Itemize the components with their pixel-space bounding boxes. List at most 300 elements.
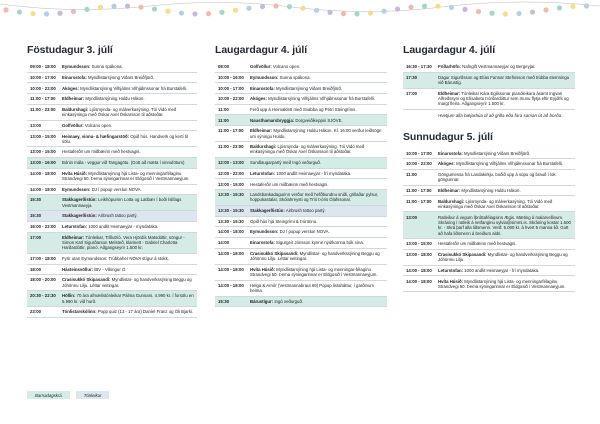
- event-text: Myndlistarsýning hjá Lista- og menningarfélaginu Strandvegi 50. Þema sýningarinnar er Eldgosið í Vestmannaeyjum.: [62, 170, 190, 182]
- schedule-row: [27, 275, 197, 291]
- event-description: [250, 128, 384, 139]
- schedule-row: [27, 158, 197, 169]
- schedule-row: [403, 266, 575, 277]
- schedule-row: [215, 190, 387, 206]
- legend: [27, 391, 109, 399]
- event-description: [438, 64, 572, 69]
- bunting-flag: [125, 4, 130, 9]
- schedule-row: [27, 83, 197, 94]
- bunting-flag: [98, 5, 103, 10]
- event-text: Myndlistarsýning Viðars Breiðfjörð.: [86, 74, 155, 80]
- event-text: Landsbankadagurinn verður með hefðbundnu sniði, grillaðar pylsur, hoppukastalar, Skólahreysti og Tríó Þóris Ólafssonar.: [250, 192, 379, 203]
- legend-item-children: Barnadagskrá: [27, 391, 70, 399]
- bunting-flag: [368, 10, 373, 15]
- event-time: 13:30 - 15:30: [218, 208, 244, 214]
- event-text: Myndlistar- og handverkssýning Beggu og Jóhönnu Lilju.: [438, 251, 568, 263]
- bunting-flag: [381, 9, 386, 14]
- event-place: Eldheimar:: [62, 234, 85, 240]
- day-heading: Laugardagur 4. júlí: [403, 44, 496, 56]
- event-place: Eymundsson:: [250, 74, 279, 80]
- event-description: [438, 91, 572, 107]
- bunting-flag: [395, 6, 400, 11]
- bunting-flag: [111, 4, 116, 9]
- event-text: Fyrir utan Eymundsson: Trúbbaher NOVA stígur á stokk.: [62, 256, 169, 262]
- event-place: Hvíta Húsið:: [438, 278, 464, 284]
- schedule-row: [215, 297, 387, 308]
- day-heading: Laugardagur 4. júlí: [215, 44, 308, 56]
- event-time: 11:00: [218, 117, 229, 123]
- event-text: Volcano open.: [83, 122, 113, 128]
- schedule-row: [27, 94, 197, 105]
- schedule-row: [215, 238, 387, 249]
- event-time: 14:00 - 18:00: [218, 282, 244, 288]
- schedule-row: [403, 170, 575, 186]
- schedule-row: [215, 73, 387, 84]
- event-text: Myndlistarsýning Huldu Hákon.: [84, 96, 145, 102]
- schedule-row: [27, 185, 197, 196]
- event-text: Tónleikar Kára Egilssonar píanóleikara ásamt Ingvari Alfreðssyni og Elísabetu Þórðardóttur sem munu flytja eftir Eyjólfs og margt fleira. Aðgangseyrir 1.500 kr.: [438, 90, 569, 107]
- event-description: [62, 160, 194, 165]
- event-place: Eldheimar:: [62, 96, 85, 102]
- event-place: Bárustígur:: [250, 298, 274, 304]
- event-text: Sigurgeir Jónsson kynnir nýútkomna bók sína.: [274, 240, 364, 246]
- event-description: [62, 309, 194, 314]
- event-place: Nausthamarsbryggja:: [250, 117, 295, 123]
- event-time: 11:00: [406, 172, 417, 178]
- event-place: Einarsstofa:: [250, 85, 275, 91]
- event-place: Einarsstofa:: [250, 240, 275, 246]
- event-description: [250, 192, 384, 203]
- event-time: 18:00: [30, 266, 41, 272]
- event-time: 15:30: [30, 197, 41, 203]
- bunting-flag: [462, 7, 467, 12]
- event-place: Einarsstofa:: [62, 74, 87, 80]
- event-text: Myndlistarsýning Huldu Hákon. Kl. 16:00 verður leiðsögn um sýningu Huldu.: [250, 128, 382, 139]
- event-description: [250, 182, 384, 187]
- event-time: 14:00: [218, 240, 229, 246]
- schedule-row: [215, 115, 387, 126]
- event-text: Helga & Arnór (Vestmannabraut 69) Popup listaháttur, í garðinum heima.: [250, 282, 374, 294]
- event-description: [438, 151, 572, 156]
- event-text: Göngumessa frá Landakirkju, boðið upp á súpu og brauð í lok göngunnar.: [438, 172, 556, 183]
- event-place: Einarsstofa:: [438, 150, 463, 156]
- event-place: Golfvöllur:: [250, 64, 272, 70]
- event-text: Ljósmynda- og málverkasýning. Tói Vidó með einkasýningu með Óskar Axel Óskarsson til aðstoðar.: [62, 106, 177, 118]
- event-description: [438, 161, 572, 166]
- event-time: 11:00 - 17:00: [406, 198, 432, 204]
- bunting-flag: [152, 6, 157, 11]
- event-description: [250, 299, 384, 304]
- schedule-row: [215, 142, 387, 158]
- bunting-flag: [530, 9, 535, 14]
- event-description: [250, 160, 384, 165]
- bunting-flag: [233, 8, 238, 13]
- event-text: Airbrush tattoo partý.: [284, 208, 326, 214]
- schedule-row: [215, 217, 387, 228]
- event-text: Myndlistar- og handverkssýning Beggu og Jóhönnu Lilju. Léttar veitingar.: [62, 277, 192, 288]
- schedule-row: [403, 250, 575, 266]
- event-description: [62, 96, 194, 101]
- schedule-row: [403, 196, 575, 212]
- event-text: Sunna spákona.: [90, 64, 123, 70]
- bunting-flag: [179, 10, 184, 15]
- event-time: 13:00: [406, 214, 417, 220]
- event-description: [62, 224, 194, 229]
- schedule-row: [27, 254, 197, 265]
- bunting-flag: [543, 7, 548, 12]
- schedule-row: [403, 159, 575, 170]
- column-friday: [27, 44, 197, 318]
- event-text: Dagur Sigurðsson og Elías Fannar Stefnisson með trúbba stemningu við Bárustíg.: [438, 74, 570, 86]
- event-text: Ingó veðurguð.: [273, 298, 304, 304]
- schedule-row: [215, 158, 387, 169]
- event-text: Airbrush tattoo partý.: [96, 213, 138, 219]
- bunting-flag: [557, 5, 562, 10]
- event-place: Crasisukkó Skipasandi:: [250, 250, 299, 256]
- event-time: 10:00 - 17:00: [406, 150, 432, 156]
- event-text: Myndlistarsýning Viðars Breiðfjörð.: [462, 150, 531, 156]
- event-description: [250, 118, 384, 123]
- event-text: Ljósmynda- og málverkasýning. Tói Vidó með einkasýningu með Óskar Axel Óskarsson til aðstoðar.: [438, 198, 553, 209]
- event-description: [250, 219, 384, 224]
- event-place: Crasisukkó Skipasandi:: [438, 251, 487, 257]
- schedule-row: [27, 291, 197, 307]
- event-time: 17:30: [406, 74, 417, 80]
- event-text: ÍBV - Víkingur Ó: [93, 266, 126, 272]
- event-time: 16:30 - 17:30: [406, 64, 432, 70]
- bunting-decoration: [0, 0, 600, 34]
- bunting-flag: [192, 11, 197, 16]
- event-description: [62, 86, 194, 91]
- event-time: 14:00 - 18:00: [30, 186, 56, 192]
- event-time: 23:00: [30, 309, 41, 315]
- event-place: Eldheimar:: [438, 90, 461, 96]
- event-place: Eldheimar:: [250, 128, 273, 134]
- bunting-flag: [138, 5, 143, 10]
- event-description: [250, 240, 384, 245]
- schedule-row: [215, 83, 387, 94]
- event-description: [62, 187, 194, 192]
- event-text: 1000 andlit Heimaeyjar - frí myndataka.: [463, 267, 540, 273]
- event-place: Höllin:: [62, 293, 76, 299]
- event-text: Tónleikar, Tríllutríó. Vera Hjördís Matsdóttir, söngur - Simon Karl Sigurðarson Melsteð, klarinett - Gabriel Charlotta Harðardóttir, píanó. Aðgangseyrir 1.500 kr.: [62, 234, 185, 251]
- event-text: 1000 andlit Heimaeyjar - frí myndataka.: [275, 170, 352, 176]
- event-text: Leikhópurinn Lotta og Latibær í boði Íslifags Vestmannaeyja.: [62, 197, 182, 208]
- day-heading: Föstudagur 3. júlí: [27, 44, 113, 56]
- event-time: 13:30 - 15:30: [218, 218, 244, 224]
- event-text: Hestaferðir um miðbæinn með hestvagni.: [438, 241, 517, 247]
- event-text: Bónin mála - veggur við Tangagötu. (Gott að mæta í vinnufötum): [62, 160, 185, 166]
- schedule-row: [403, 89, 575, 110]
- event-time: 12:00 - 22:00: [218, 170, 244, 176]
- event-time: 15:30: [218, 298, 229, 304]
- event-description: [438, 252, 572, 263]
- event-place: Leturstofan:: [62, 224, 88, 230]
- event-time: 14:00 - 18:00: [406, 278, 432, 284]
- bunting-flag: [570, 4, 575, 9]
- bunting-flag: [300, 6, 305, 11]
- schedule-row: [27, 121, 197, 132]
- event-time: 09:00 - 18:00: [30, 64, 56, 70]
- bunting-flag: [17, 9, 22, 14]
- event-time: 11:00 - 17:00: [406, 188, 432, 193]
- event-text: Volcano open.: [271, 64, 301, 70]
- bunting-flag: [260, 4, 265, 9]
- event-time: 17:00 - 18:00: [30, 256, 56, 262]
- event-place: Hvíta Húsið:: [250, 266, 276, 272]
- note-text: Hvetjum alla bæjarbúa til að grilla eða fara saman út að borða.: [438, 112, 563, 118]
- event-text: Myndlistarsýning hjá Lista- og menningar-félaginu Strandvegi 50. Þema sýningarinnar er Eldgosið í Vestmannaeyjum.: [250, 266, 378, 278]
- bunting-flag: [287, 4, 292, 9]
- event-time: 08:00: [218, 64, 229, 70]
- day-heading: Sunnudagur 5. júlí: [403, 130, 493, 143]
- bunting-flag: [449, 5, 454, 10]
- event-description: [62, 267, 194, 272]
- event-place: Fríðarhöfn:: [438, 64, 461, 70]
- event-description: [250, 208, 384, 213]
- event-description: [62, 293, 194, 304]
- event-description: [250, 283, 384, 294]
- event-time: 20:30 - 22:30: [30, 293, 56, 299]
- bunting-flag: [206, 11, 211, 16]
- event-description: [62, 134, 194, 145]
- event-description: [250, 229, 384, 234]
- event-text: Myndlistar- og handverkssýning Beggu og Jóhönnu Lilju. Léttar veitingar.: [250, 250, 380, 262]
- bunting-flag: [314, 8, 319, 13]
- schedule-row: [403, 149, 575, 160]
- schedule-row: [403, 239, 575, 250]
- event-time: 10:00 - 22:00: [406, 161, 432, 167]
- event-time: 11:00 - 23:00: [30, 106, 56, 112]
- bunting-flag: [3, 7, 8, 12]
- schedule-row: [27, 131, 197, 147]
- event-description: [438, 241, 572, 246]
- schedule-row: [215, 265, 387, 281]
- event-description: [62, 171, 194, 182]
- event-place: Akóges:: [62, 85, 79, 91]
- event-text: Hestaferðir um miðbæinn með hestvagni.: [250, 181, 329, 187]
- event-place: Leturstofan:: [250, 170, 276, 176]
- schedule-row: [215, 281, 387, 297]
- event-description: [438, 199, 572, 210]
- column-saturday-sunday: [403, 44, 575, 292]
- schedule-row: [215, 169, 387, 180]
- schedule-row: [215, 105, 387, 116]
- bunting-flag: [584, 3, 589, 8]
- event-time: 10:00 - 22:00: [218, 96, 244, 102]
- schedule-row: [27, 233, 197, 254]
- schedule-row: [215, 62, 387, 73]
- event-description: [250, 251, 384, 262]
- event-text: Popp quiz (13 - 17 ára) Daníel Franz og Óli Bjarki.: [96, 309, 194, 315]
- event-time: 13:00 - 16:00: [30, 160, 56, 166]
- event-description: [438, 215, 572, 236]
- event-description: [62, 197, 194, 208]
- event-time: 11:00: [218, 106, 229, 112]
- schedule-row: [27, 105, 197, 121]
- bunting-flag: [422, 4, 427, 9]
- event-description: [62, 75, 194, 80]
- bunting-flag: [435, 4, 440, 9]
- event-time: 10:00 - 16:00: [218, 74, 244, 80]
- event-text: Myndlistarsýning Viðars Breiðfjörð.: [274, 85, 343, 91]
- event-description: [62, 64, 194, 69]
- event-place: Baldurshagi:: [438, 198, 465, 204]
- event-text: Sundlaugarpartý með Ingó veðurguð.: [250, 160, 321, 166]
- legend-item-concerts: Tónleikar: [76, 391, 110, 399]
- event-text: Dorgveiðikeppni SJÓVE.: [294, 117, 343, 123]
- event-place: Akóges:: [438, 161, 455, 167]
- schedule-row: [215, 227, 387, 238]
- event-description: [250, 86, 384, 91]
- event-description: [250, 267, 384, 278]
- event-time: 11:00 - 17:00: [30, 96, 56, 102]
- event-time: 14:00 - 18:00: [218, 229, 244, 235]
- event-description: [62, 256, 194, 261]
- event-time: 13:00 - 15:00: [30, 149, 56, 155]
- event-time: 13:00: [30, 122, 41, 128]
- event-description: [250, 75, 384, 80]
- event-place: Stakkagerðistún:: [250, 208, 285, 214]
- schedule-row: [27, 147, 197, 158]
- bunting-flag: [408, 5, 413, 10]
- event-text: Opið hús. Handverk og kertí til sölu.: [62, 133, 189, 144]
- event-time: 14:00 - 18:00: [406, 267, 432, 273]
- event-text: 70 ára afmælistónleikar Pálma Gunnars. 4.990 kr. í forsölu en 5.990 kr. við hurð.: [62, 293, 194, 304]
- schedule-row: [27, 211, 197, 222]
- schedule-row: [403, 212, 575, 239]
- event-place: Crasisukkó Skipasandi:: [62, 277, 111, 283]
- event-description: [62, 123, 194, 128]
- event-text: Myndlistarsýning Vilhjálms Vilhjálmssonar frá Burstafelli.: [454, 161, 563, 167]
- event-place: Golfvöllur:: [62, 122, 84, 128]
- event-description: [438, 188, 572, 193]
- event-text: 1000 andlit Heimaeyjar - myndataka.: [87, 224, 159, 230]
- event-time: 10:00 - 17:00: [30, 74, 56, 80]
- event-description: [250, 144, 384, 155]
- schedule-row: [27, 265, 197, 276]
- event-description: [438, 172, 572, 183]
- event-place: Eldheimar:: [438, 188, 461, 193]
- schedule-row: [403, 276, 575, 292]
- bunting-flag: [71, 9, 76, 14]
- event-description: [438, 75, 572, 86]
- event-description: [62, 149, 194, 154]
- bunting-flag: [503, 11, 508, 16]
- event-time: 17:00: [30, 234, 41, 240]
- schedule-row: [403, 186, 575, 197]
- schedule-row: [215, 126, 387, 142]
- event-time: 14:00 - 18:00: [30, 170, 56, 176]
- event-text: Myndlistarsýning Vilhjálms Vilhjálmssonar frá Burstafelli.: [78, 85, 187, 91]
- event-description: [250, 96, 384, 101]
- event-text: Hestaferðir um miðbæinn með hestvagni.: [62, 149, 141, 155]
- bunting-flag: [30, 11, 35, 16]
- event-place: Stakkagerðistún:: [62, 197, 97, 203]
- event-place: Leturstofan:: [438, 267, 464, 273]
- event-text: Ferð upp á Heimaklett með Svabba og Pétri Steingríms.: [250, 106, 357, 112]
- bunting-flag: [476, 9, 481, 14]
- bunting-flag: [57, 11, 62, 16]
- event-time: 17:00: [406, 90, 417, 96]
- event-time: 11:00 - 23:00: [218, 144, 244, 150]
- event-place: Akóges:: [250, 96, 267, 102]
- event-text: DJ / popup verslun NOVA.: [90, 186, 142, 192]
- event-time: 18:00 - 20:00: [30, 277, 56, 283]
- event-text: Sunna spákona.: [278, 74, 311, 80]
- event-place: Baldurshagi:: [250, 144, 277, 150]
- bunting-flag: [273, 3, 278, 8]
- event-description: [250, 64, 384, 69]
- bunting-flag: [246, 6, 251, 11]
- bunting-string: [0, 2, 600, 12]
- event-place: Hásteinsvöllur:: [62, 266, 94, 272]
- event-time: 11:00 - 17:00: [218, 128, 244, 134]
- event-time: 10:00 - 17:00: [218, 85, 244, 91]
- event-text: Ljósmynda- og málverkasýning. Tói Vidó með einkasýningu með Óskar Axel Óskarsson til aðstoðar.: [250, 144, 365, 155]
- schedule-row: [215, 249, 387, 265]
- event-text: Myndlistarsýning hjá Lista- og menningarfélaginu Strandvegi 50. Þema sýningarinnar er Eldgosið í Vestmannaeyjum.: [438, 278, 566, 289]
- schedule-row: [27, 169, 197, 185]
- event-place: Eymundsson:: [62, 186, 91, 192]
- event-time: 13:00 - 15:00: [218, 181, 244, 187]
- event-time: 14:00 - 18:00: [218, 266, 244, 272]
- event-place: Baldurshagi:: [62, 106, 89, 112]
- event-time: 14:00 - 18:00: [218, 250, 244, 256]
- event-text: Nafngift Vestmannaeyjar og Bergeyjar.: [460, 64, 536, 70]
- event-description: [62, 277, 194, 288]
- column-saturday: [215, 44, 387, 307]
- schedule-row: [403, 73, 575, 89]
- event-place: Heimaey, vinnu- & hæfingarstöð:: [62, 133, 130, 139]
- bunting-flag: [84, 7, 89, 12]
- bunting-flag: [44, 11, 49, 16]
- event-text: DJ / popup verslun NOVA.: [278, 229, 330, 235]
- event-place: Stakkagerðistún:: [62, 213, 97, 219]
- event-text: Myndlistarsýning Vilhjálms Vilhjálmssonar frá Burstafelli.: [266, 96, 375, 102]
- event-description: [62, 213, 194, 218]
- event-time: 13:00 - 15:00: [406, 241, 432, 247]
- schedule-row: [215, 94, 387, 105]
- event-text: Ratleikur á vegum Íþróttafélagsins Ægis. Mæting á malarvellinum. Skráning í ratleik á netfanginu sylvia@simmi.is. Skráning kostar 1.500 kr. - Skrá þarf alla liðsmenn. Verð: 5.000 kr. á hvert 5 manna lið. Gott að hafa liðsmenn á breiðum aldri.: [438, 214, 571, 236]
- event-time: 16:00 - 22:00: [30, 224, 56, 230]
- event-place: Eymundsson:: [250, 229, 279, 235]
- event-text: Myndlistarsýning Huldu Hákon.: [460, 188, 521, 193]
- event-time: 13:00 - 18:00: [406, 251, 432, 257]
- bunting-flag: [489, 11, 494, 16]
- event-description: [438, 268, 572, 273]
- schedule-row: [403, 62, 575, 73]
- bunting-flag: [327, 10, 332, 15]
- event-time: 12:00 - 13:00: [218, 160, 244, 166]
- event-place: Hvíta Húsið:: [62, 170, 88, 176]
- event-description: [62, 107, 194, 118]
- event-time: 13:00 - 15:00: [30, 133, 56, 139]
- event-description: [438, 279, 572, 290]
- event-description: [250, 107, 384, 112]
- schedule-row: [27, 195, 197, 211]
- event-description: [250, 171, 384, 176]
- bunting-flag: [219, 10, 224, 15]
- schedule-row: [27, 62, 197, 73]
- bunting-flag: [165, 9, 170, 14]
- event-time: 13:30 - 15:30: [218, 192, 244, 198]
- event-time: 15:30: [30, 213, 41, 219]
- event-description: [62, 235, 194, 251]
- event-place: Eymundsson:: [62, 64, 91, 70]
- event-time: 10:00 - 22:00: [30, 85, 56, 91]
- schedule-row: [215, 206, 387, 217]
